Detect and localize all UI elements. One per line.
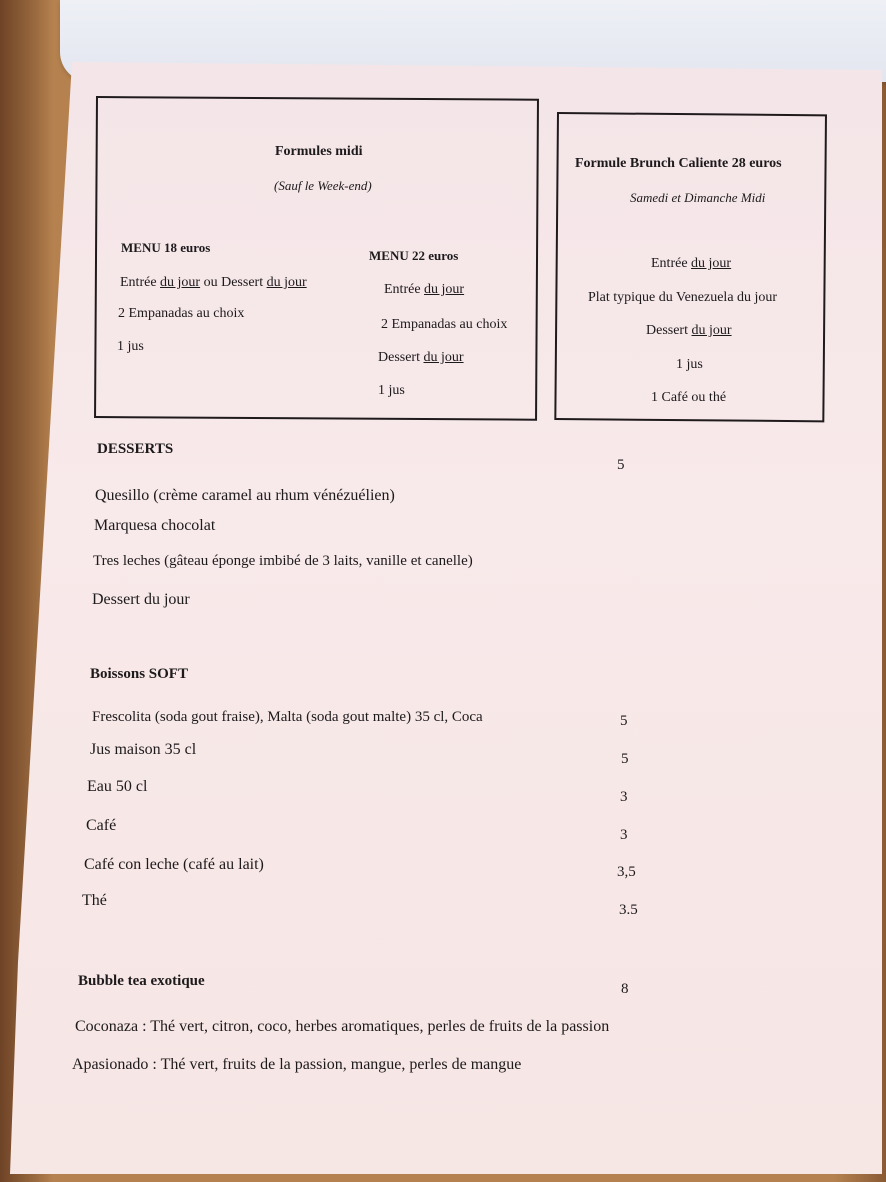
soft-item-name: Frescolita (soda gout fraise), Malta (soda gout malte) 35 cl, Coca (92, 709, 483, 725)
desserts-price: 5 (617, 457, 625, 473)
dessert-item: Tres leches (gâteau éponge imbibé de 3 laits, vanille et canelle) (93, 553, 473, 569)
menu-18-title: MENU 18 euros (121, 240, 211, 255)
menu-18-line-2: 2 Empanadas au choix (118, 306, 245, 321)
formules-midi-subtitle: (Sauf le Week-end) (274, 178, 372, 193)
menu-22-line-3: Dessert du jour (378, 350, 464, 365)
soft-item-price: 3 (620, 789, 628, 805)
brunch-item-3: Dessert du jour (646, 323, 732, 338)
soft-item-price: 3.5 (619, 902, 638, 918)
menu-18-line-1: Entrée du jour ou Dessert du jour (120, 275, 307, 290)
soft-item-name: Eau 50 cl (87, 778, 148, 795)
dessert-item: Quesillo (crème caramel au rhum vénézuélien) (95, 487, 395, 504)
bubble-tea-price: 8 (621, 981, 629, 997)
soft-item-name: Thé (82, 892, 107, 909)
soft-item-price: 3,5 (617, 864, 636, 880)
brunch-item-5: 1 Café ou thé (651, 390, 727, 405)
menu-22-title: MENU 22 euros (369, 248, 459, 263)
menu-22-line-1: Entrée du jour (384, 282, 465, 297)
menu-22-line-2: 2 Empanadas au choix (381, 317, 508, 332)
brunch-item-1: Entrée du jour (651, 256, 732, 271)
bubble-tea-item: Coconaza : Thé vert, citron, coco, herbes aromatiques, perles de fruits de la passion (75, 1018, 610, 1035)
dessert-item: Marquesa chocolat (94, 517, 216, 534)
soft-item-name: Café con leche (café au lait) (84, 856, 264, 873)
soft-item-price: 3 (620, 827, 628, 843)
soft-item-name: Jus maison 35 cl (90, 741, 197, 758)
brunch-title: Formule Brunch Caliente 28 euros (575, 156, 782, 171)
formules-midi-title: Formules midi (275, 144, 363, 159)
bubble-tea-heading: Bubble tea exotique (78, 973, 205, 989)
desserts-heading: DESSERTS (97, 441, 174, 457)
brunch-item-2: Plat typique du Venezuela du jour (588, 290, 778, 305)
brunch-item-4: 1 jus (676, 357, 703, 372)
soft-item-price: 5 (621, 751, 629, 767)
menu-22-line-4: 1 jus (378, 383, 405, 398)
soft-item-price: 5 (620, 713, 628, 729)
brunch-subtitle: Samedi et Dimanche Midi (630, 190, 766, 205)
bubble-tea-item: Apasionado : Thé vert, fruits de la passion, mangue, perles de mangue (72, 1056, 522, 1073)
menu-18-line-3: 1 jus (117, 339, 144, 354)
dessert-item: Dessert du jour (92, 591, 190, 608)
soft-item-name: Café (86, 817, 117, 834)
soft-heading: Boissons SOFT (90, 666, 188, 682)
